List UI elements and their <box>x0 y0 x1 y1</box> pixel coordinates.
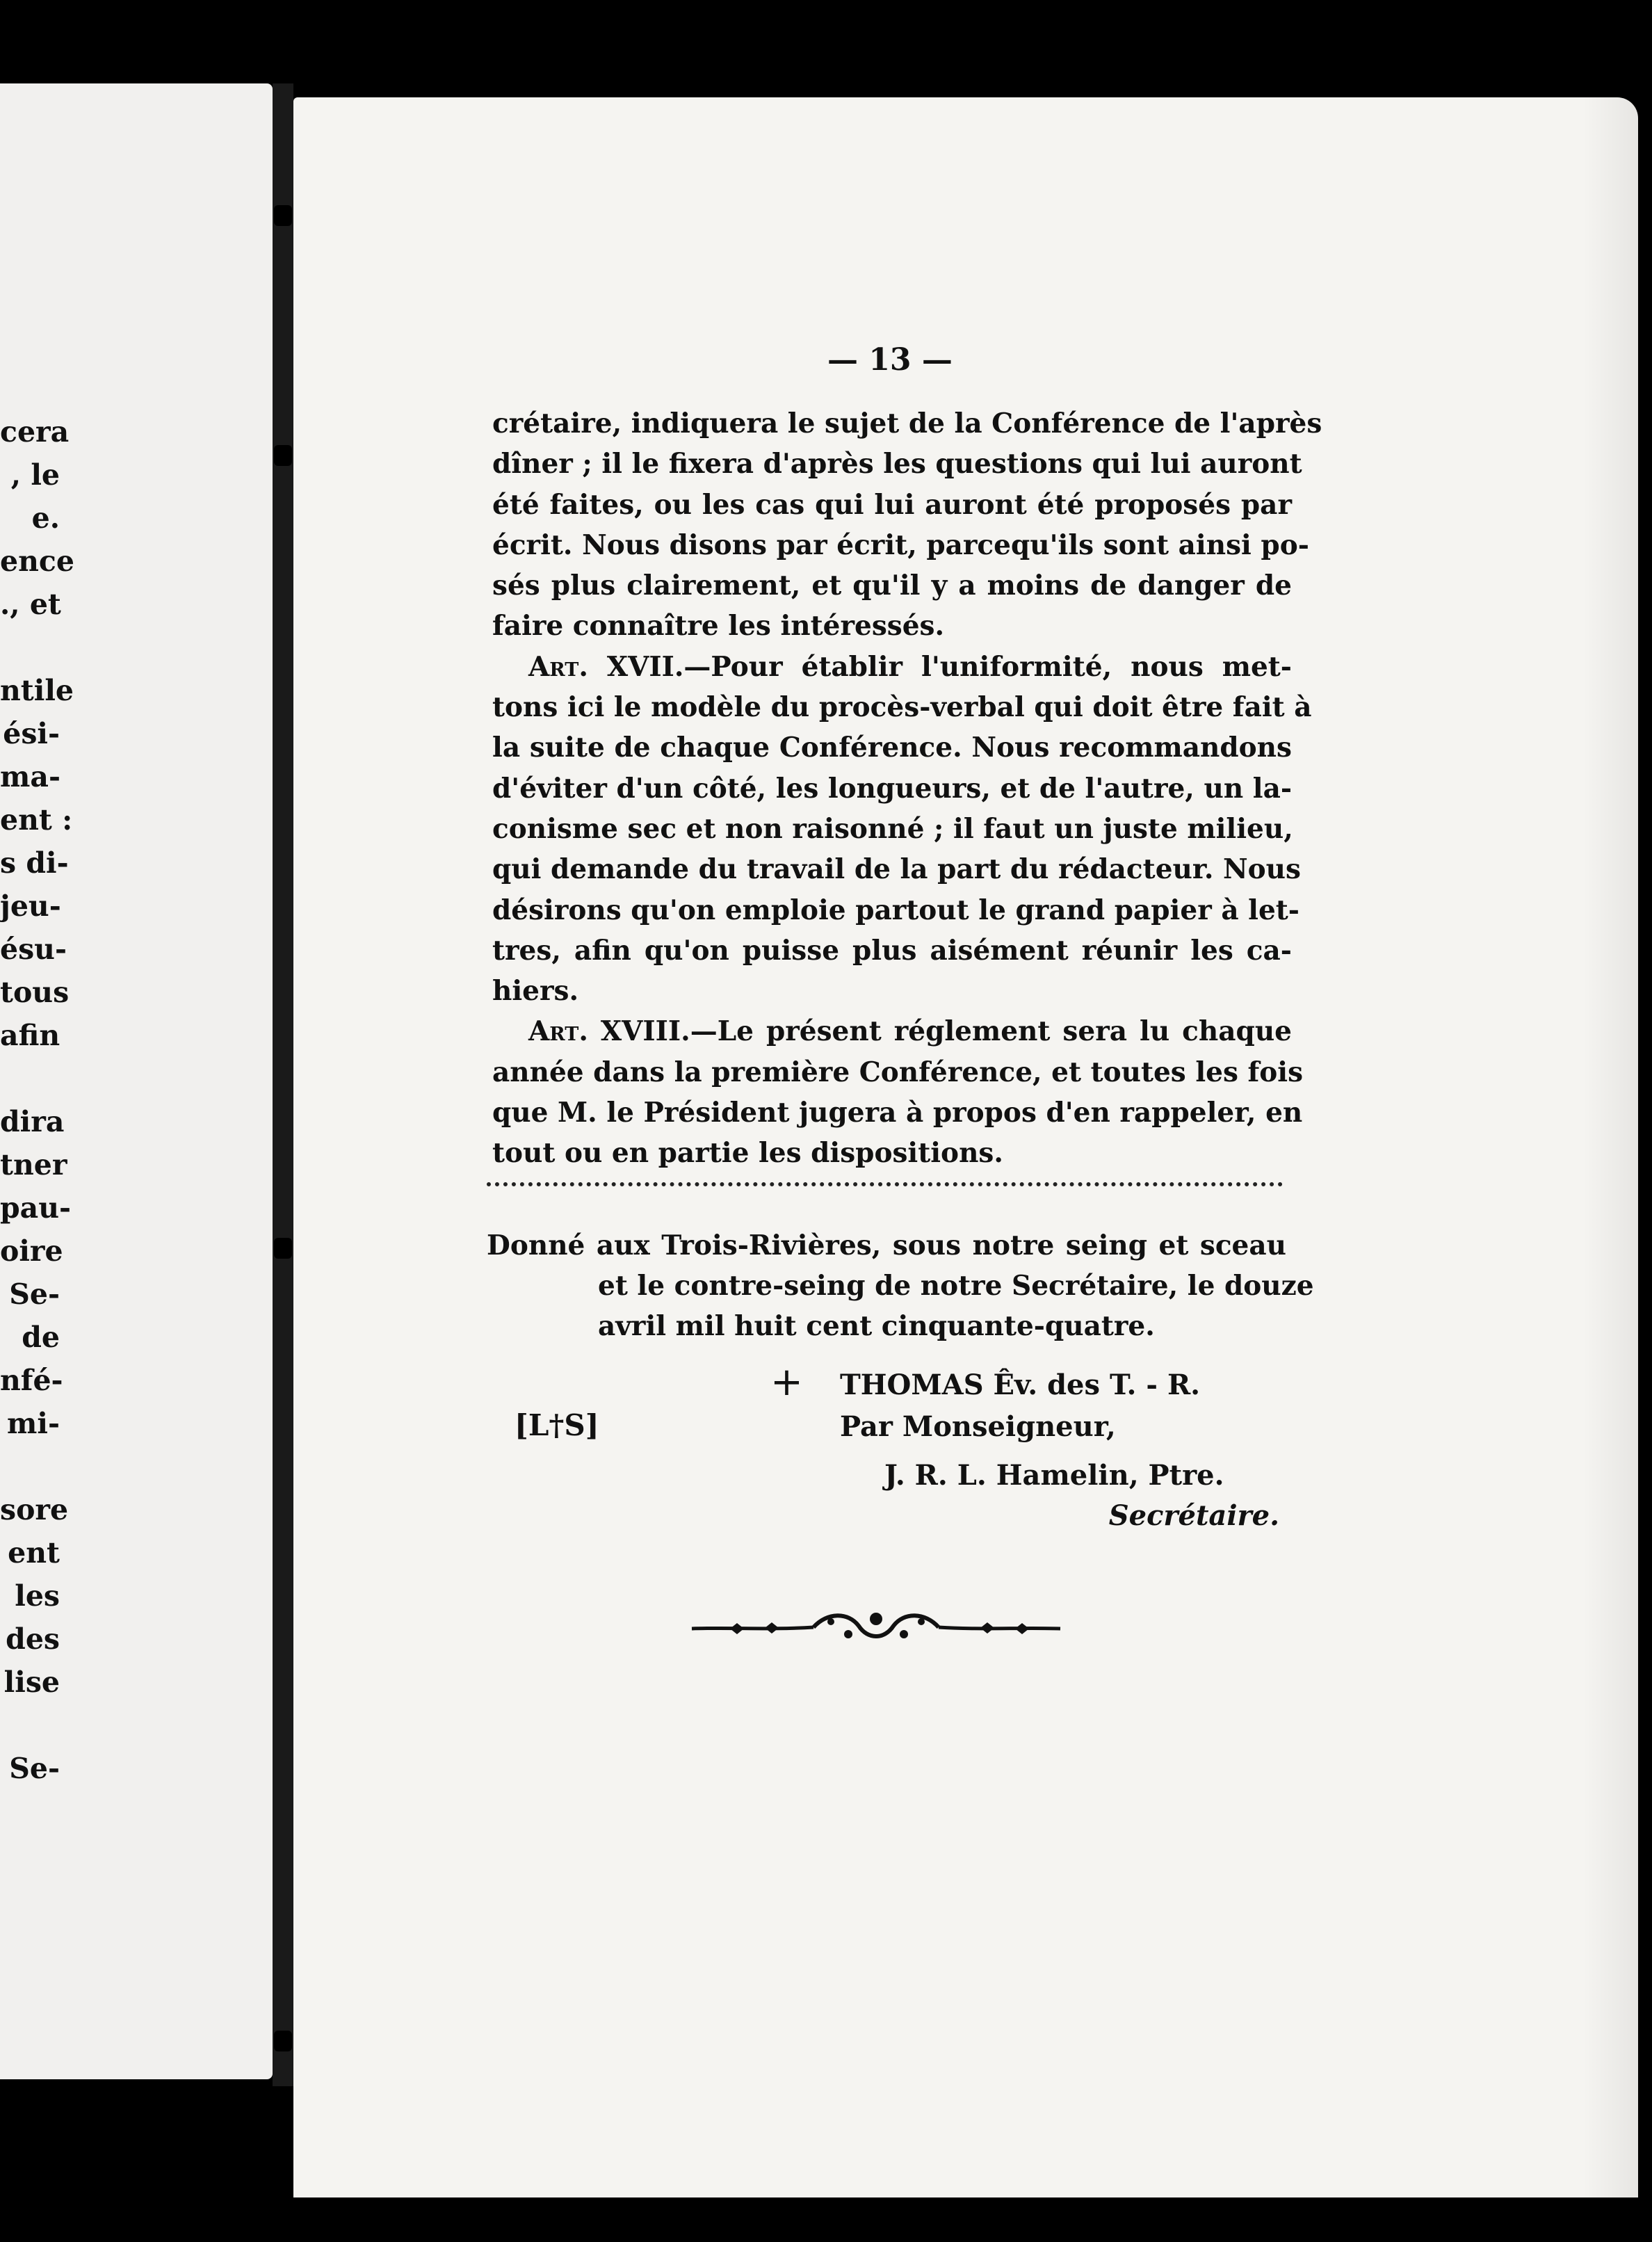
secretary-role: Secrétaire. <box>1108 1499 1279 1532</box>
text-line: tout ou en partie les dispositions. <box>492 1137 1003 1170</box>
page-edge-shadow <box>1582 97 1638 2197</box>
left-page-fragment: nfé- <box>0 1364 63 1397</box>
text-line: crétaire, indiquera le sujet de la Conférence de l'après <box>492 408 1322 439</box>
left-page-fragment: tner <box>0 1148 67 1182</box>
left-page-fragment: ési- <box>3 717 60 750</box>
left-page-fragment: mi- <box>7 1407 60 1440</box>
left-page-fragment: Se- <box>9 1277 60 1311</box>
episcopal-cross-icon: + <box>770 1360 803 1405</box>
binding-stitch <box>274 1238 292 1259</box>
dotted-separator <box>487 1182 1283 1191</box>
ornament-flourish-icon <box>688 1606 1064 1648</box>
left-page-fragment: cera <box>0 415 70 449</box>
closing-statement <box>487 1225 1314 1346</box>
text-line: écrit. Nous disons par écrit, parcequ'ils sont ainsi po- <box>492 529 1309 561</box>
left-page-fragment: ésu- <box>0 933 67 966</box>
text-line: sés plus clairement, et qu'il y a moins de danger de <box>492 570 1292 602</box>
text-line: dîner ; il le fixera d'après les questions qui lui auront <box>492 448 1302 481</box>
text-line: hiers. <box>492 975 579 1008</box>
closing-line: Donné aux Trois-Rivières, sous notre seing et sceau <box>487 1229 1286 1261</box>
left-page-fragment: s di- <box>0 846 69 880</box>
left-page-fragment: ent : <box>0 803 73 837</box>
left-page-fragment: des <box>6 1622 60 1656</box>
left-page-fragment: e. <box>31 501 60 535</box>
binding-stitch <box>274 205 292 226</box>
left-page-fragment: ntile <box>0 674 74 707</box>
body-text <box>492 403 1322 1174</box>
left-page-fragment: oire <box>0 1234 63 1268</box>
binding-stitch <box>274 445 292 466</box>
text-line: faire connaître les intéressés. <box>492 610 945 643</box>
secretary-name: J. R. L. Hamelin, Ptre. <box>884 1459 1224 1492</box>
left-page-fragment: tous <box>0 976 70 1009</box>
left-page-text-fragments <box>0 410 74 1790</box>
left-page-fragment <box>0 1057 60 1100</box>
binding-stitch <box>274 2031 292 2051</box>
closing-line: et le contre-seing de notre Secrétaire, le douze <box>598 1270 1314 1302</box>
article-xvii-heading-line: Art. XVII.—Pour établir l'uniformité, nous met- <box>528 650 1292 683</box>
text-line: désirons qu'on emploie partout le grand papier à let- <box>492 894 1299 926</box>
left-page-fragment: les <box>15 1579 60 1613</box>
left-page-fragment: , le <box>10 458 60 492</box>
par-monseigneur: Par Monseigneur, <box>840 1410 1116 1443</box>
left-page-fragment: jeu- <box>0 889 61 923</box>
text-line: qui demande du travail de la part du rédacteur. Nous <box>492 853 1301 886</box>
text-line: conisme sec et non raisonné ; il faut un juste milieu, <box>492 812 1293 845</box>
left-page-fragment: afin <box>0 1019 60 1052</box>
left-page-fragment: ., et <box>0 588 61 621</box>
book-gutter <box>273 83 293 2086</box>
text-line: année dans la première Conférence, et toutes les fois <box>492 1056 1304 1088</box>
article-xviii-heading-line: Art. XVIII.—Le présent réglement sera lu chaque <box>528 1015 1292 1048</box>
text-line: tons ici le modèle du procès-verbal qui doit être fait à <box>492 691 1312 724</box>
text-line: été faites, ou les cas qui lui auront été proposés par <box>492 488 1292 521</box>
left-page-fragment: ma- <box>0 760 60 793</box>
left-page-fragment <box>0 1445 60 1488</box>
left-page-fragment: lise <box>3 1666 60 1699</box>
left-page-fragment: sore <box>0 1493 69 1526</box>
text-line: tres, afin qu'on puisse plus aisément réunir les ca- <box>492 934 1292 967</box>
text-line: que M. le Président jugera à propos d'en rappeler, en <box>492 1097 1303 1129</box>
left-page-fragment <box>0 626 60 669</box>
page-number: — 13 — <box>827 342 953 378</box>
left-page-fragment: pau- <box>0 1191 72 1225</box>
left-page-fragment: de <box>22 1321 60 1354</box>
closing-line: avril mil huit cent cinquante-quatre. <box>598 1310 1155 1342</box>
left-page-fragment: ence <box>0 545 74 578</box>
left-facing-page <box>0 83 273 2079</box>
text-line: d'éviter d'un côté, les longueurs, et de l'autre, un la- <box>492 772 1293 805</box>
left-page-fragment <box>0 1704 60 1747</box>
bishop-signature: THOMAS Êv. des T. - R. <box>840 1369 1201 1401</box>
left-page-fragment: ent <box>8 1536 60 1570</box>
left-page-fragment: dira <box>0 1105 65 1138</box>
left-page-fragment: Se- <box>9 1752 60 1785</box>
text-line: la suite de chaque Conférence. Nous recommandons <box>492 732 1292 764</box>
seal-mark: [L†S] <box>515 1408 599 1442</box>
